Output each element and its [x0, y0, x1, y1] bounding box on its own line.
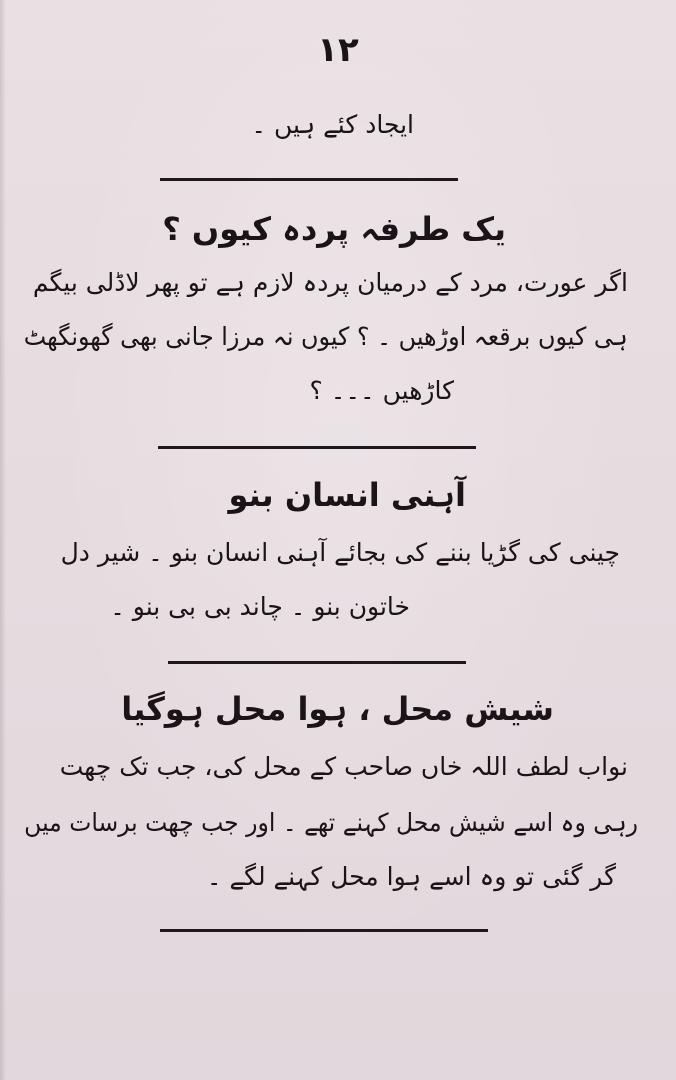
body-line: رہی وہ اسے شیش محل کہنے تھے ۔ اور جب چھت برسات میں [24, 808, 638, 837]
body-line: نواب لطف اللہ خاں صاحب کے محل کی، جب تک چھت [59, 752, 628, 781]
section-heading: شیش محل ، ہوا محل ہوگیا [121, 690, 554, 728]
intro-line: ایجاد کئے ہیں ۔ [251, 110, 414, 139]
body-line: خاتون بنو ۔ چاند بی بی بنو ۔ [110, 592, 410, 621]
body-line: چینی کی گڑیا بننے کی بجائے آہنی انسان بنو ۔ شیر دل [60, 538, 620, 567]
section-divider [168, 661, 466, 664]
section-divider [160, 929, 488, 932]
body-line: گر گئی تو وہ اسے ہوا محل کہنے لگے ۔ [206, 862, 616, 891]
section-divider [160, 178, 458, 181]
page-edge-shadow [0, 0, 6, 1080]
page-number: ۱۲ [317, 30, 359, 70]
section-heading: آہنی انسان بنو [228, 476, 466, 514]
body-line: اگر عورت، مرد کے درمیان پردہ لازم ہے تو پھر لاڈلی بیگم [32, 268, 628, 297]
body-line: کاڑھیں ۔۔۔ ؟ [309, 376, 454, 405]
body-line: ہی کیوں برقعہ اوڑھیں ۔ ؟ کیوں نہ مرزا جانی بھی گھونگھٹ [24, 322, 628, 351]
section-heading: یک طرفہ پردہ کیوں ؟ [162, 210, 506, 248]
section-divider [158, 446, 476, 449]
